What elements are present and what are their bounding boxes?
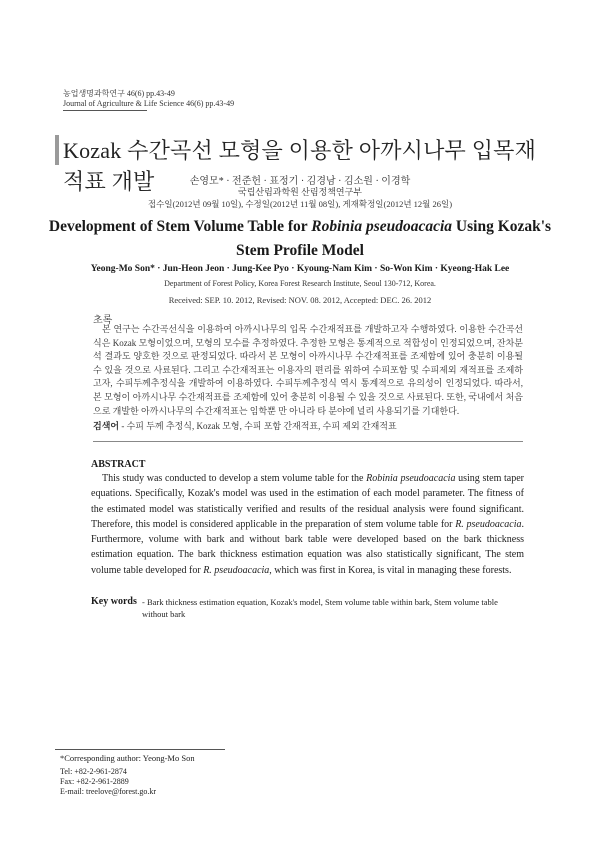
abstract-segment: This study was conducted to develop a stem volume table for the: [102, 473, 367, 484]
corresponding-author: *Corresponding author: Yeong-Mo Son: [60, 753, 195, 763]
english-authors: Yeong-Mo Son* · Jun-Heon Jeon · Jung-Kee Pyo · Kyoung-Nam Kim · So-Won Kim · Kyeong-Hak Lee: [90, 264, 510, 274]
section-divider: [93, 441, 523, 442]
korean-keywords: [93, 419, 523, 432]
species-name: Robinia pseudoacacia: [366, 473, 456, 484]
abstract-segment: using stem taper equations. Specifically, Kozak's model was used in the estimation of each model parameter. The fitness of the estimated model was statistically verified and results of the residual analysis were found significant. Therefore, this model is considered applicable in the preparation of stem volume table for: [91, 473, 525, 530]
footnote-rule: [55, 749, 225, 750]
keywords-text: - Bark thickness estimation equation, Kozak's model, Stem volume table within bark, Stem volume table without bark: [142, 597, 498, 619]
korean-authors: 손영모* · 전준헌 · 표정기 · 김경남 · 김소원 · 이경학: [189, 176, 411, 187]
title-accent-bar: [55, 135, 59, 165]
email-address: E-mail: treelove@forest.go.kr: [60, 787, 156, 796]
korean-dates: 접수일(2012년 09월 10일), 수정일(2012년 11월 08일), 게재확정일(2012년 12월 26일): [147, 199, 453, 209]
korean-abstract-text: 본 연구는 수간곡선식을 이용하여 아까시나무의 입목 수간재적표를 개발하고자 수행하였다. 이용한 수간곡선식은 Kozak 모형이었으며, 모형의 모수를 추정하였다. 추정한 모형은 통계적으로 적합성이 인정되었으며, 잔차분석 결과도 양호한 것으로 판정되었다. 따라서 본 모형이 아까시나무 수간재적표를 조제함에 있어 충분히 이용될 수 있을 것으로 사료된다. 그리고 수간재적표는 이용자의 편리를 위하여 수피포함 및 수피제외 재적표를 조제하고자, 수피두께추정식을 개발하여 이용하였다. 수피두께추정식 역시 통계적으로 유의성이 인정되었다. 따라서, 본 모형이 아까시나무 수간재적표를 조제함에 있어 충분히 이용될 수 있을 것으로 사료된다. 또한, 국내에서 처음으로 개발한 아까시나무의 수간재적표는 임학뿐 만 아니라 타 분야에 널리 사용되기를 기대한다.: [93, 324, 523, 416]
abstract-segment: , which was first in Korea, is vital in managing these forests.: [269, 564, 512, 576]
korean-keywords-text: - 수피 두께 추정식, Kozak 모형, 수피 포함 간재적표, 수피 제외 간재적표: [119, 421, 397, 431]
journal-info-korean: 농업생명과학연구 46(6) pp.43-49: [63, 89, 175, 98]
keywords-label: Key words: [91, 596, 137, 607]
english-title-part1: Development of Stem Volume Table for: [48, 218, 312, 235]
english-abstract-text: [91, 471, 524, 578]
english-title: [40, 215, 560, 263]
journal-info-english: Journal of Agriculture & Life Science 46(6) pp.43-49: [63, 99, 235, 108]
fax-number: Fax: +82-2-961-2889: [60, 777, 129, 786]
header-rule: [63, 110, 147, 111]
species-name: R. pseudoacacia: [455, 518, 522, 530]
korean-abstract-heading: 초록: [93, 315, 113, 326]
korean-keywords-label: 검색어: [93, 421, 120, 431]
received-dates: Received: SEP. 10. 2012, Revised: NOV. 08. 2012, Accepted: DEC. 26. 2012: [168, 295, 432, 305]
abstract-segment: . Furthermore, volume with bark and without bark table were developed based on the bark thickness estimation equation. The bark thickness estimation equation was also statistically significant, The stem volume table developed for: [91, 518, 525, 576]
english-title-species: Robinia pseudoacacia: [311, 218, 453, 235]
species-name: R. pseudoacacia: [203, 564, 270, 576]
english-title-part2: Using Kozak's Stem Profile Model: [236, 218, 552, 259]
english-affiliation: Department of Forest Policy, Korea Forest Research Institute, Seoul 130-712, Korea.: [164, 279, 436, 288]
korean-affiliation: 국립산림과학원 산림정책연구부: [238, 187, 362, 197]
phone-number: Tel: +82-2-961-2874: [60, 767, 127, 776]
korean-title: Kozak 수간곡선 모형을 이용한 아까시나무 입목재적표 개발: [63, 138, 537, 194]
english-abstract-heading: ABSTRACT: [91, 459, 146, 470]
